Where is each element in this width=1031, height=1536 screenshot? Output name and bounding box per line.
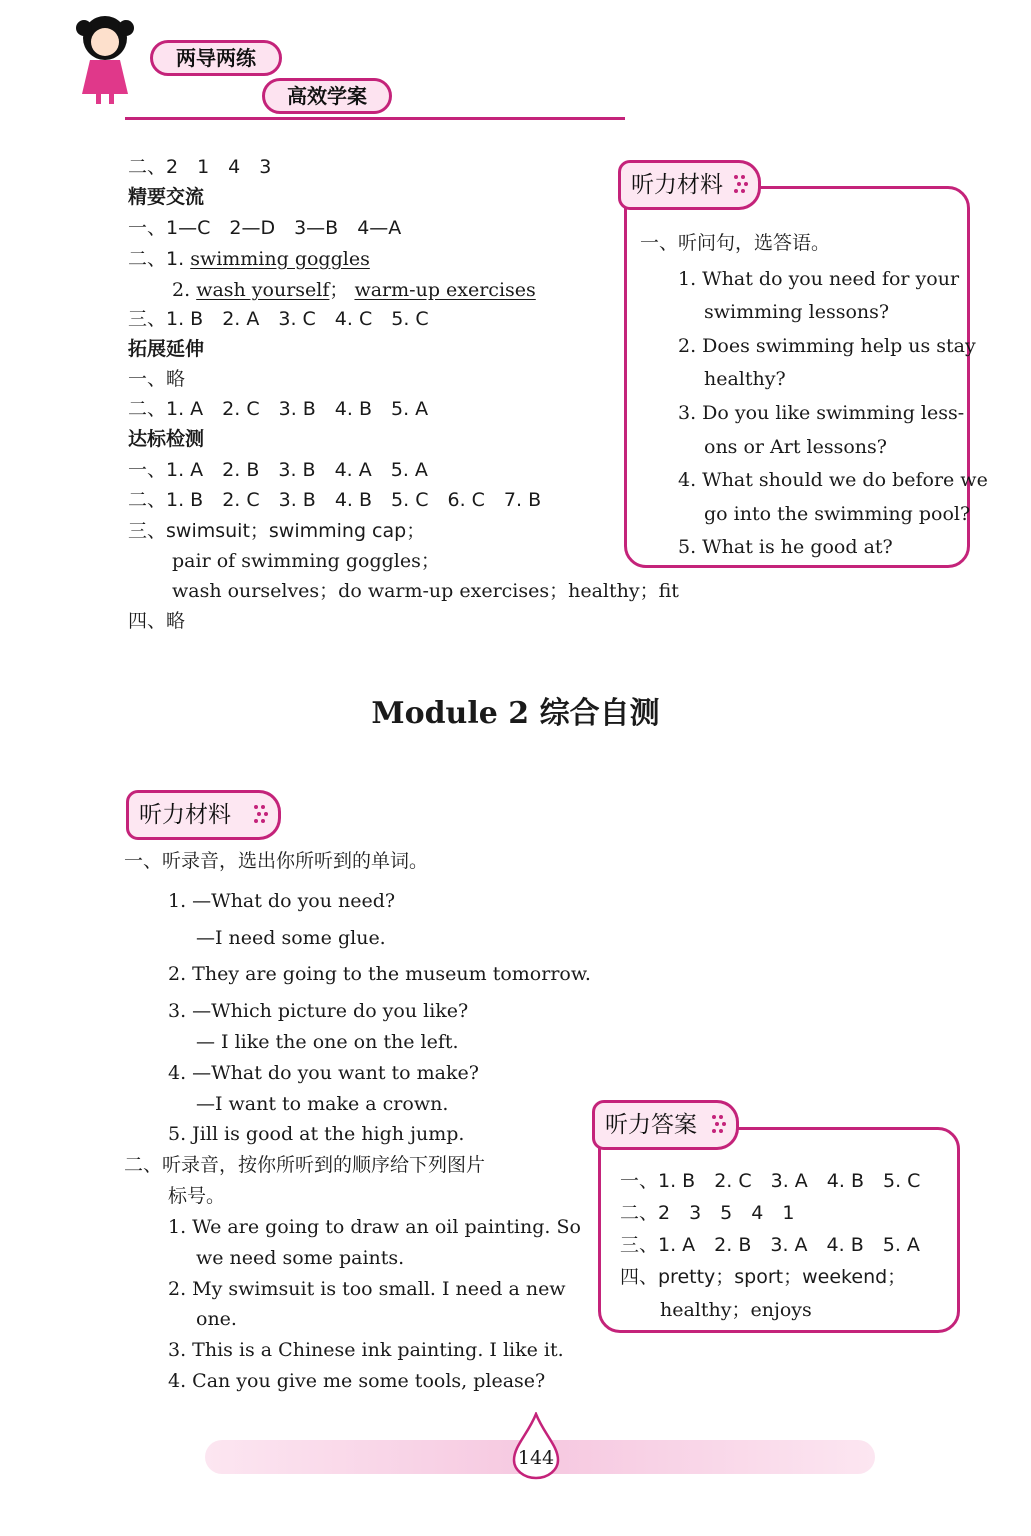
answer-line: 一、1. B 2. C 3. A 4. B 5. C (620, 1170, 921, 1192)
answer-line: 二、1. B 2. C 3. B 4. B 5. C 6. C 7. B (128, 489, 542, 511)
dialogue-line: —I want to make a crown. (196, 1093, 449, 1115)
answer-line: 一、1—C 2—D 3—B 4—A (128, 217, 402, 239)
answer-line: pair of swimming goggles； (172, 550, 440, 572)
question-item: 5. What is he good at? (678, 536, 893, 558)
section-heading: 精要交流 (128, 186, 205, 208)
answer-line: 三、1. A 2. B 3. A 4. B 5. A (620, 1234, 920, 1256)
dialogue-line: 4. —What do you want to make? (168, 1062, 479, 1084)
dots-icon (248, 790, 281, 840)
question-item: 1. What do you need for your (678, 268, 960, 290)
dialogue-line: —I need some glue. (196, 927, 386, 949)
dialogue-line: 2. They are going to the museum tomorrow. (168, 963, 591, 985)
dialogue-line: one. (196, 1308, 237, 1330)
answer-line: 二、2 3 5 4 1 (620, 1202, 795, 1224)
question-item: 4. What should we do before we (678, 469, 988, 491)
answer-line: 四、pretty；sport；weekend； (620, 1266, 907, 1288)
listening-material-tab-2: 听力材料 (126, 790, 262, 840)
section-heading: 达标检测 (128, 428, 205, 450)
underlined-answer: swimming goggles (190, 248, 370, 270)
question-item: go into the swimming pool? (704, 503, 971, 525)
series-badge: 两导两练 (150, 40, 282, 76)
answer-line: 三、1. B 2. A 3. C 4. C 5. C (128, 308, 429, 330)
dialogue-line: 1. —What do you need? (168, 890, 396, 912)
answer-line: wash ourselves；do warm-up exercises；healthy；fit (172, 580, 679, 602)
answer-line: healthy；enjoys (660, 1299, 812, 1321)
section-heading: 标号。 (168, 1185, 226, 1207)
question-item: 2. Does swimming help us stay (678, 335, 976, 357)
question-item: ons or Art lessons? (704, 436, 887, 458)
answer-line: 一、1. A 2. B 3. B 4. A 5. A (128, 459, 428, 481)
dialogue-line: 3. —Which picture do you like? (168, 1000, 469, 1022)
listening-material-tab: 听力材料 (618, 160, 742, 210)
question-item: healthy? (704, 368, 786, 390)
module-title: Module 2 综合自测 (371, 696, 660, 731)
page-number: 144 (517, 1447, 555, 1469)
girl-mascot-icon (70, 8, 140, 108)
dialogue-line: 3. This is a Chinese ink painting. I like it. (168, 1339, 564, 1361)
question-item: swimming lessons? (704, 301, 890, 323)
dialogue-line: 5. Jill is good at the high jump. (168, 1123, 465, 1145)
underlined-answer: warm-up exercises (354, 279, 536, 301)
dialogue-line: — I like the one on the left. (196, 1031, 459, 1053)
question-item: 3. Do you like swimming less- (678, 402, 965, 424)
answer-line: 二、2 1 4 3 (128, 156, 272, 178)
answer-line: 一、略 (128, 368, 186, 390)
answer-line: 四、略 (128, 610, 186, 632)
dialogue-line: 4. Can you give me some tools, please? (168, 1370, 546, 1392)
answer-line: 三、swimsuit；swimming cap； (128, 520, 426, 542)
section-heading: 拓展延伸 (128, 338, 205, 360)
dialogue-line: 1. We are going to draw an oil painting. So (168, 1216, 581, 1238)
dialogue-line: 2. My swimsuit is too small. I need a new (168, 1278, 566, 1300)
question-heading: 一、听问句，选答语。 (640, 232, 831, 254)
listening-answer-tab: 听力答案 (592, 1100, 720, 1150)
answer-line: 二、1. swimming goggles (128, 248, 370, 270)
subtitle-badge: 高效学案 (262, 78, 392, 114)
section-heading: 一、听录音，选出你所听到的单词。 (124, 850, 429, 872)
answer-line: 2. wash yourself； warm-up exercises (172, 279, 536, 301)
answer-line: 二、1. A 2. C 3. B 4. B 5. A (128, 398, 429, 420)
dialogue-line: we need some paints. (196, 1247, 405, 1269)
header-rule (125, 117, 625, 120)
page-drop-icon (508, 1412, 564, 1480)
section-heading: 二、听录音，按你所听到的顺序给下列图片 (124, 1154, 486, 1176)
underlined-answer: wash yourself (196, 279, 330, 301)
